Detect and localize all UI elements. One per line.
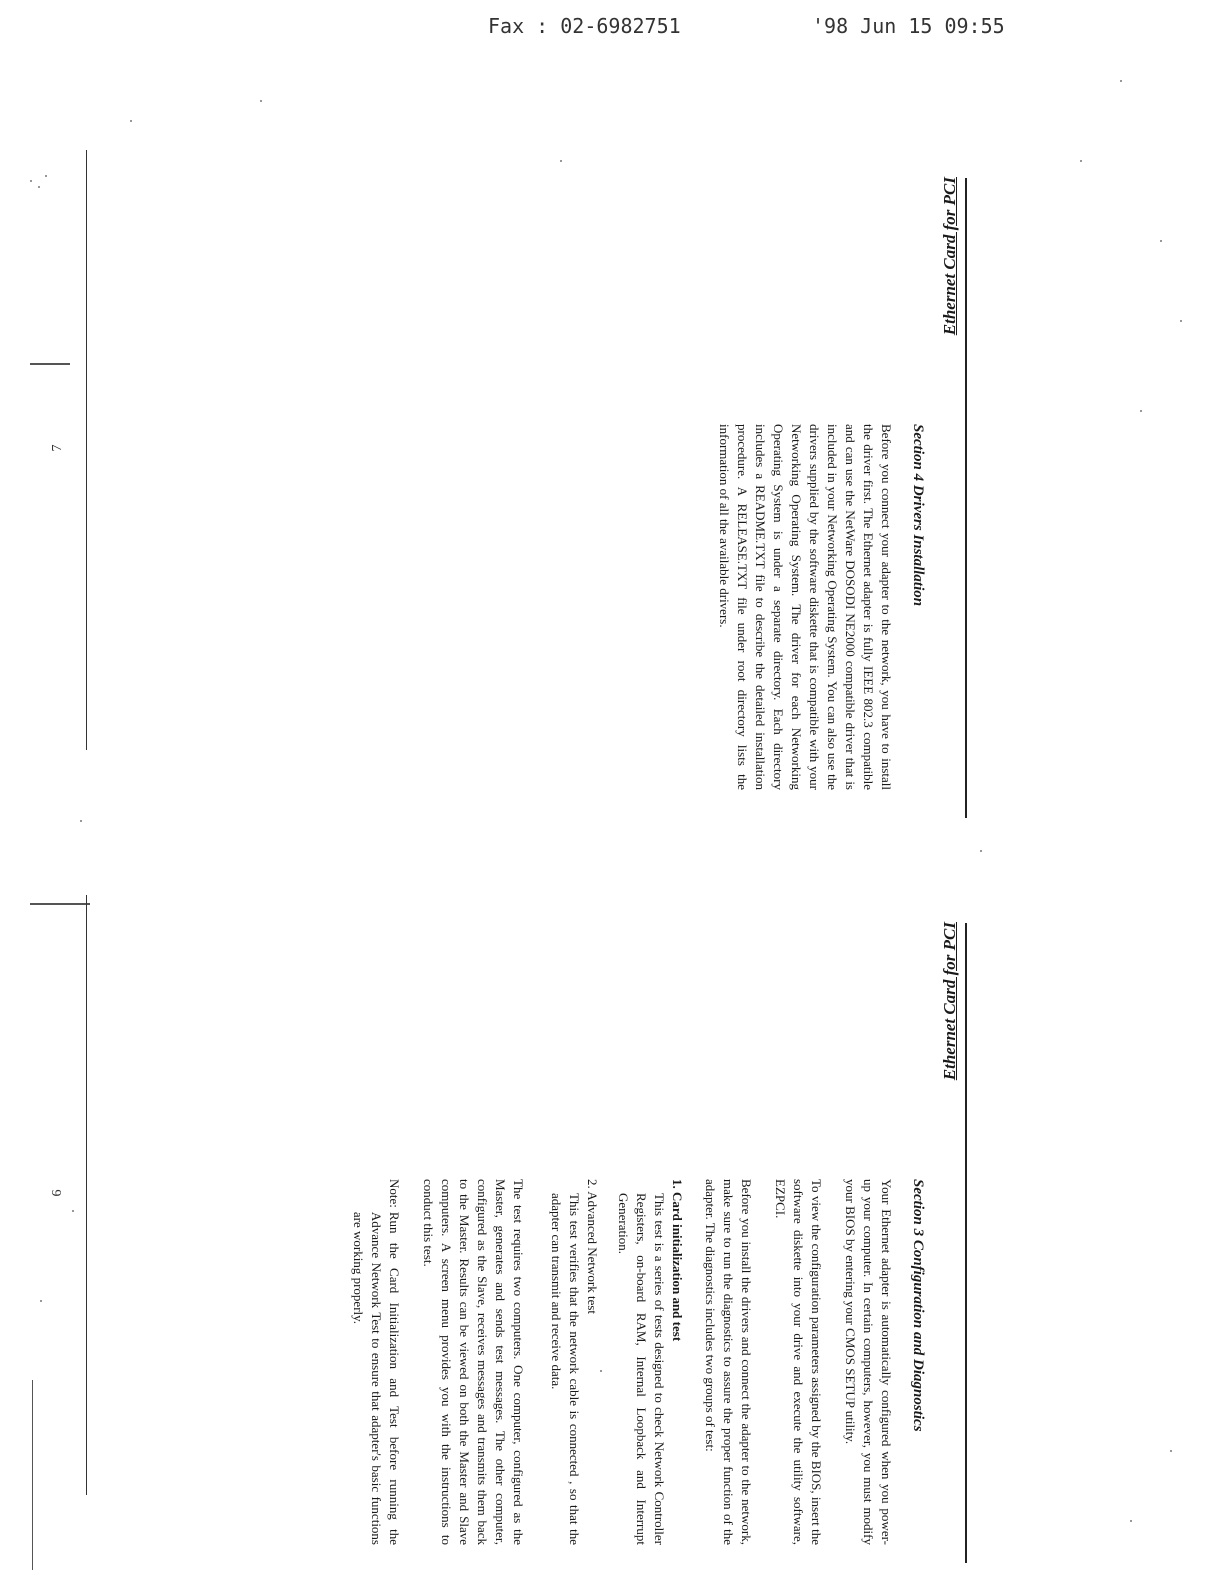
- page-left: [50, 820, 980, 1565]
- paragraph: The test requires two computers. One computer, configured as the Master, generates and sends test messages. The other computer, configured as the Slave, receives messages and transmits them back to the Master. Results can be viewed on both the Master and Slave computers. A screen menu provides you with the instructions to conduct this test.: [421, 1179, 526, 1545]
- document-spread: [50, 75, 980, 1565]
- page-number: 7: [50, 444, 65, 452]
- page-number: 6: [50, 1189, 65, 1197]
- test-item: [614, 1179, 685, 1545]
- running-header: Ethernet Card for PCI: [940, 922, 959, 1081]
- page-right: [50, 75, 980, 820]
- paragraph: Your Ethernet adapter is automatically configured when you power-up your computer. In certain computers, however, you must modify your BIOS by entering your CMOS SETUP utility.: [843, 1179, 894, 1545]
- test-item: [547, 1179, 600, 1545]
- test-body: This test is a series of tests designed to check Network Controller Registers, on-board RAM, Internal Loopback and Interrupt Generation.: [616, 1193, 667, 1545]
- paragraph: To view the configuration parameters assigned by the BIOS, insert the software diskette into your drive and execute the utility software, EZPCI.: [773, 1179, 824, 1545]
- fax-date: '98 Jun 15 09:55: [812, 14, 1005, 38]
- test-heading: 1. Card initialization and test: [670, 1179, 685, 1342]
- running-header: Ethernet Card for PCI: [940, 177, 959, 336]
- note-label: Note:: [387, 1179, 402, 1208]
- paragraph: Before you connect your adapter to the network, you have to install the driver first. The Ethernet adapter is fully IEEE 802.3 compatible and can use the NetWare DOSODI NE2000 compatible driver that is included in your Networking Operating System. You can also use the drivers supplied by the software diskette that is compatible with your Networking Operating System. The driver for each Networking Operating System is under a separate directory. Each directory includes a README.TXT file to describe the detailed installation procedure. A RELEASE.TXT file under root directory lists the information of all the available drivers.: [717, 424, 894, 790]
- margin-rule-edge: [32, 1380, 33, 1570]
- footer-rule: [86, 895, 87, 1495]
- note-text: Run the Card Initialization and Test before running the Advance Network Test to ensure that adapter's basic functions are working properly.: [351, 1211, 402, 1545]
- page-content: [351, 1179, 926, 1545]
- header-rule: [965, 178, 967, 818]
- fax-number: Fax : 02-6982751: [488, 14, 681, 38]
- paragraph: Before you install the drivers and connect the adapter to the network, make sure to run the diagnostics to assure the proper function of the adapter. The diagnostics includes two groups of test:: [703, 1179, 754, 1545]
- footer-rule: [86, 150, 87, 750]
- page-content: [386, 424, 926, 790]
- section-title: Section 3 Configuration and Diagnostics: [910, 1179, 926, 1432]
- note: [349, 1179, 403, 1545]
- fax-header: [0, 14, 1224, 44]
- header-rule: [965, 923, 967, 1563]
- test-heading: 2. Advanced Network test: [585, 1179, 600, 1315]
- test-body: This test verifies that the network cable is connected , so that the adapter can transmit and receive data.: [549, 1193, 582, 1545]
- section-title: Section 4 Drivers Installation: [910, 424, 926, 607]
